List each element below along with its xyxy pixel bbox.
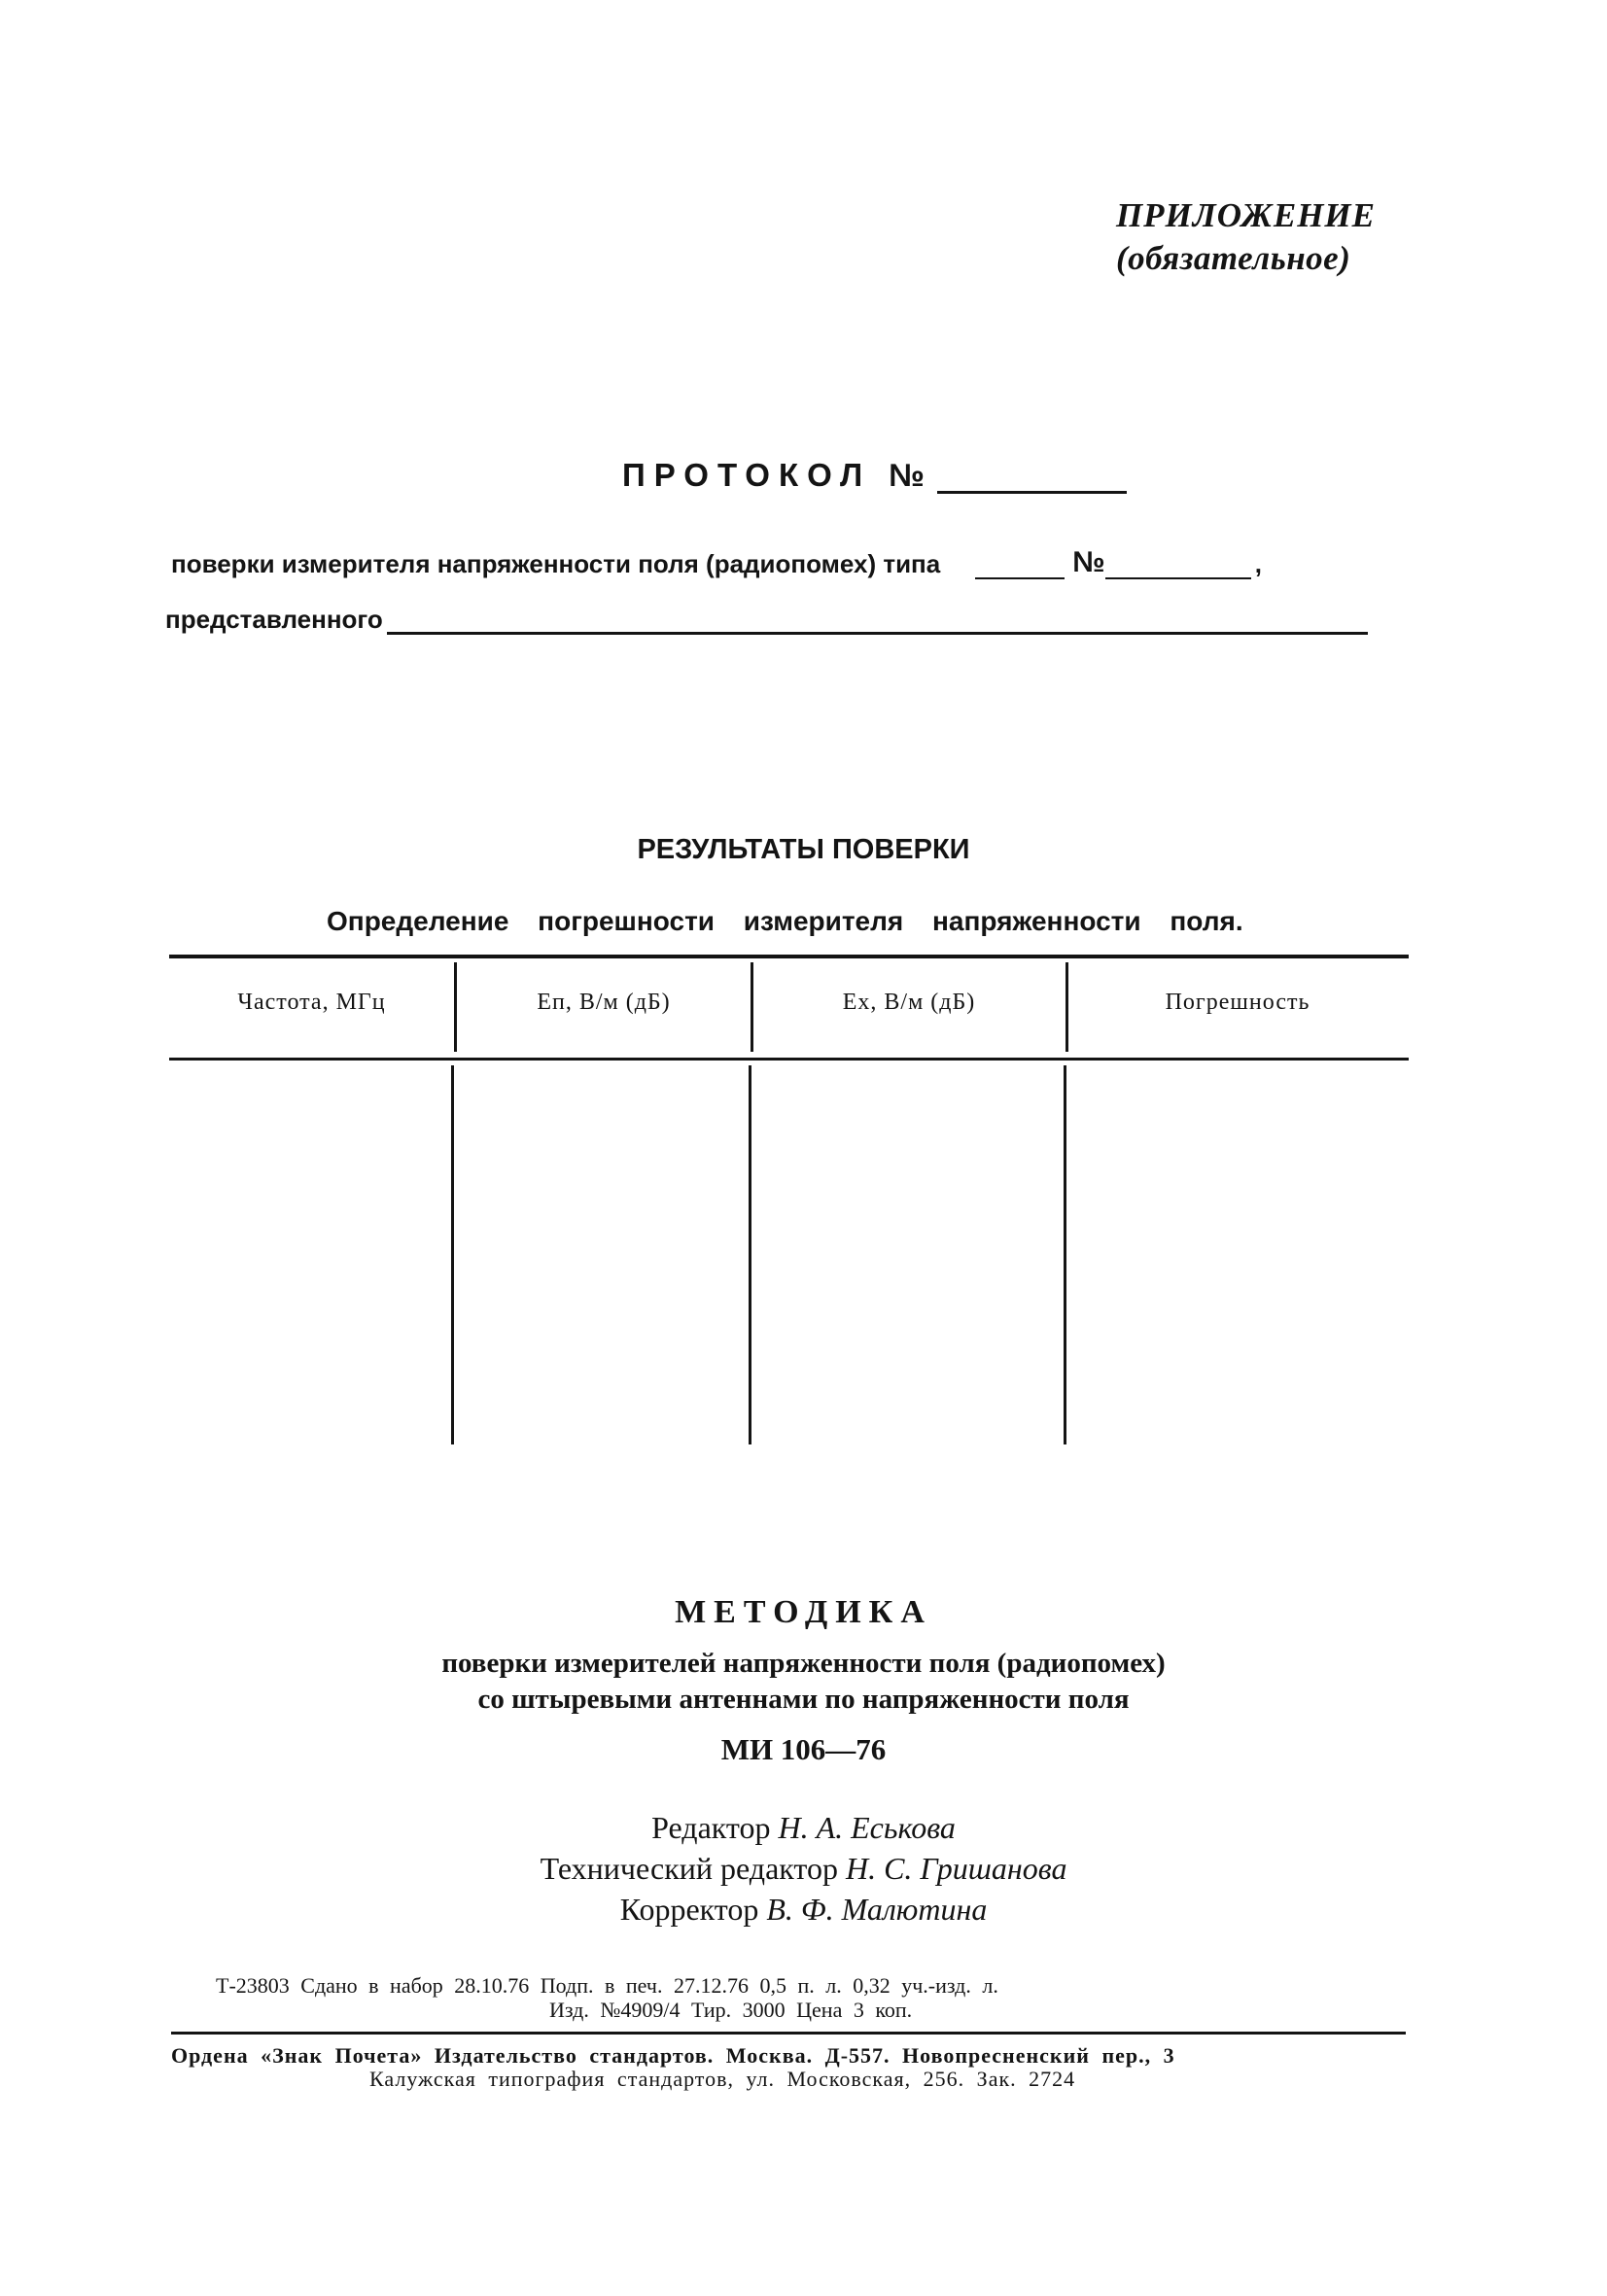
- table-header-rule: [169, 1058, 1409, 1061]
- method-line-1: поверки измерителей напряженности поля (радиопомех): [441, 1648, 1166, 1679]
- imprint-line-2: Изд. №4909/4 Тир. 3000 Цена 3 коп.: [549, 1998, 913, 2022]
- appendix-title: ПРИЛОЖЕНИЕ: [1115, 196, 1376, 234]
- table-header-ex: Eх, В/м (дБ): [842, 990, 976, 1015]
- verification-line: [171, 546, 1262, 579]
- table-top-rule: [169, 955, 1409, 958]
- table-body-divider-3: [1064, 1065, 1066, 1444]
- comma: ,: [1254, 549, 1262, 578]
- protocol-heading: [622, 457, 1127, 494]
- presented-label: представленного: [165, 605, 383, 634]
- editor-name: Н. А. Еськова: [778, 1810, 956, 1845]
- corrector-name: В. Ф. Малютина: [766, 1892, 988, 1927]
- tech-editor-name: Н. С. Гришанова: [845, 1851, 1067, 1886]
- corrector-label: Корректор: [619, 1892, 759, 1927]
- serial-number-blank: [1105, 552, 1251, 579]
- tech-editor-label: Технический редактор: [540, 1851, 838, 1886]
- table-header-error: Погрешность: [1165, 990, 1310, 1015]
- table-body-divider-2: [749, 1065, 751, 1444]
- results-definition: Определение погрешности измерителя напряженности поля.: [327, 906, 1243, 936]
- printer-line: Калужская типография стандартов, ул. Московская, 256. Зак. 2724: [369, 2067, 1076, 2091]
- method-line-2: со штыревыми антеннами по напряженности поля: [477, 1684, 1130, 1715]
- appendix-label: [1116, 194, 1376, 280]
- method-code: МИ 106—76: [720, 1732, 887, 1766]
- imprint-separator: [171, 2032, 1406, 2035]
- method-title: МЕТОДИКА: [675, 1594, 932, 1630]
- imprint-line-1: Т-23803 Сдано в набор 28.10.76 Подп. в печ. 27.12.76 0,5 п. л. 0,32 уч.-изд. л.: [216, 1973, 998, 1998]
- results-title: РЕЗУЛЬТАТЫ ПОВЕРКИ: [637, 834, 970, 865]
- results-table: [169, 955, 1409, 1446]
- credit-tech-editor: [0, 1851, 1607, 1887]
- verification-text: поверки измерителя напряженности поля (радиопомех) типа: [171, 549, 941, 578]
- table-header-en: Eп, В/м (дБ): [537, 990, 671, 1015]
- editor-label: Редактор: [651, 1810, 771, 1845]
- table-body-divider-1: [451, 1065, 454, 1444]
- presented-blank: [387, 605, 1368, 635]
- appendix-subtitle: (обязательное): [1115, 239, 1351, 277]
- protocol-number-blank: [937, 458, 1127, 494]
- credit-corrector: [0, 1892, 1607, 1928]
- type-blank: [975, 552, 1065, 579]
- table-header-frequency: Частота, МГц: [237, 990, 386, 1015]
- number-sign: №: [1072, 546, 1105, 578]
- presented-line: [165, 605, 1368, 635]
- credit-editor: [0, 1810, 1607, 1846]
- protocol-title: ПРОТОКОЛ №: [622, 457, 934, 493]
- publisher-line: Ордена «Знак Почета» Издательство стандартов. Москва. Д-557. Новопресненский пер., 3: [171, 2043, 1175, 2068]
